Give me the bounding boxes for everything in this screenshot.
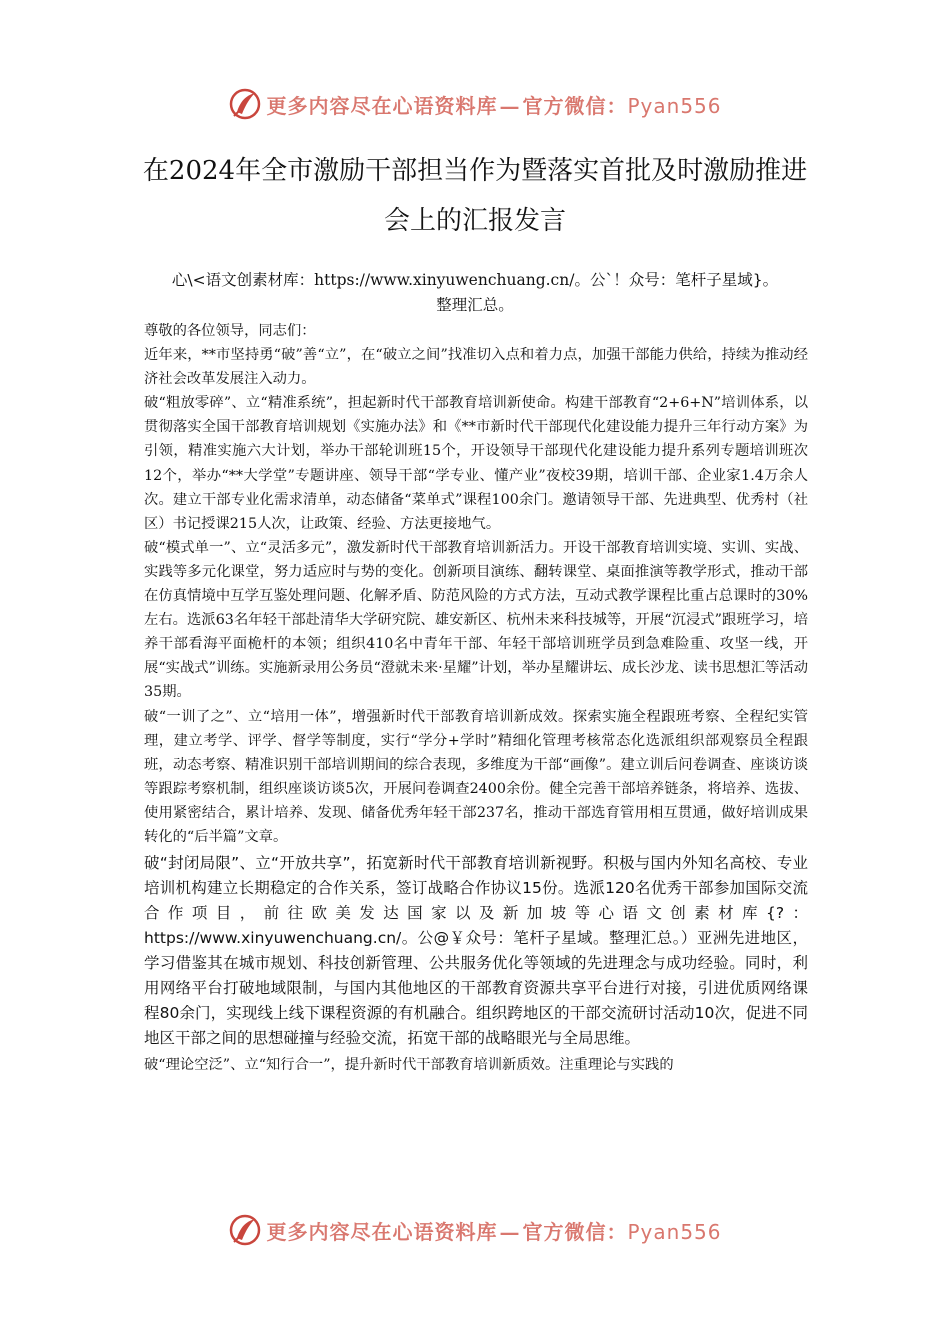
document-title: 在2024年全市激励干部担当作为暨落实首批及时激励推进会上的汇报发言 [142,156,808,236]
salutation: 尊敬的各位领导，同志们： [144,323,316,339]
body-paragraph: 破“模式单一”、立“灵活多元”，激发新时代干部教育培训新活力。开设干部教育培训实境、实训、实战、实践等多元化课堂，努力适应时与势的变化。创新项目演练、翻转课堂、桌面推演等教学形式，推动干部在仿真情境中互学互鉴处理问题、化解矛盾、防范风险的方式方法，互动式教学课程比重占总课时的30%左右。选派63名年轻干部赴清华大学研究院、雄安新区、杭州未来科技城等，开展“沉浸式”跟班学习，培养干部看海平面桅杆的本领；组织410名中青年干部、年轻干部培训班学员到急难险重、攻坚一线，开展“实战式”训练。实施新录用公务员“澄就未来·星耀”计划，举办星耀讲坛、成长沙龙、读书思想汇等活动35期。 [144,539,808,701]
logo-icon [228,87,262,121]
source-line-2: 整理汇总。 [436,296,514,314]
body-paragraph: 破“一训了之”、立“培用一体”，增强新时代干部教育培训新成效。探索实施全程跟班考察、全程纪实管理，建立考学、评学、督学等制度，实行“学分+学时”精细化管理考核常态化选派组织部观察员全程跟班，动态考察、精准识别干部培训期间的综合表现，多维度为干部“画像”。建立训后问卷调查、座谈访谈等跟踪考察机制，组织座谈访谈5次，开展问卷调查2400余份。健全完善干部培养链条，将培养、选拔、使用紧密结合，累计培养、发现、储备优秀年轻干部237名，推动干部选育管用相互贯通，做好培训成果转化的“后半篇”文章。 [144,708,808,845]
source-note [130,268,820,318]
body-paragraph: 破“理论空泛”、立“知行合一”，提升新时代干部教育培训新质效。注重理论与实践的 [144,1057,674,1074]
footer-banner-text: 更多内容尽在心语资料库 — 官方微信：Pyan556 [266,1219,722,1244]
footer-banner [0,1210,950,1250]
body-paragraph: 近年来，**市坚持勇“破”善“立”，在“破立之间”找准切入点和着力点，加强干部能力供给，持续为推动经济社会改革发展注入动力。 [144,347,808,388]
body-paragraph: 破“粗放零碎”、立“精准系统”，担起新时代干部教育培训新使命。构建干部教育“2+6+N”培训体系，以贯彻落实全国干部教育培训规划《实施办法》和《**市新时代干部现代化建设能力提升三年行动方案》为引领，精准实施六大计划，举办干部轮训班15个，开设领导干部现代化建设能力提升系列专题培训班次12个，举办“**大学堂”专题讲座、领导干部“学专业、懂产业”夜校39期，培训干部、企业家1.4万余人次。建立干部专业化需求清单，动态储备“菜单式”课程100余门。邀请领导干部、先进典型、优秀村（社区）书记授课215人次，让政策、经验、方法更接地气。 [144,395,808,532]
source-line-1: 心\<语文创素材库：https://www.xinyuwenchuang.cn/。公`！众号：笔杆子星域}。 [171,271,779,289]
logo-icon [228,1213,262,1247]
document-body [144,319,808,1077]
header-banner-text: 更多内容尽在心语资料库 — 官方微信：Pyan556 [266,93,722,118]
header-banner [0,84,950,124]
source-url: https://www.xinyuwenchuang.cn/ [314,271,575,289]
body-paragraph: 破“封闭局限”、立“开放共享”，拓宽新时代干部教育培训新视野。积极与国内外知名高校、专业培训机构建立长期稳定的合作关系，签订战略合作协议15份。选派120名优秀干部参加国际交流合作项目，前往欧美发达国家以及新加坡等心语文创素材库{?：https://www.xinyuwenchuang.cn/。公@￥众号：笔杆子星域。整理汇总。）亚洲先进地区，学习借鉴其在城市规划、科技创新管理、公共服务优化等领域的先进理念与成功经验。同时，利用网络平台打破地域限制，与国内其他地区的干部教育资源共享平台进行对接，引进优质网络课程80余门，实现线上线下课程资源的有机融合。组织跨地区的干部交流研讨活动10次，促进不同地区干部之间的思想碰撞与经验交流，拓宽干部的战略眼光与全局思维。 [144,854,808,1048]
